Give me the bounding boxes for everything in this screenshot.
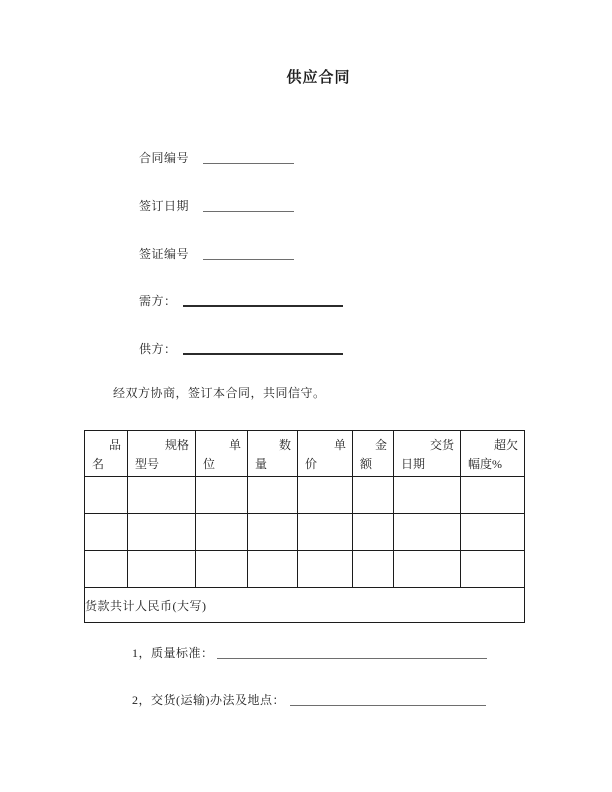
field-label-visa-number: 签证编号 xyxy=(139,247,190,261)
intro-text-row xyxy=(0,384,612,402)
blank-line-quality-standard xyxy=(217,644,487,659)
table-cell-empty xyxy=(298,477,353,514)
blank-line-signing-date xyxy=(203,197,294,212)
intro-text: 经双方协商，签订本合同，共同信守。 xyxy=(113,386,326,400)
col-header-text: 量 xyxy=(255,457,268,471)
col-header-text: 单 xyxy=(333,438,346,452)
blank-line-visa-number xyxy=(203,245,294,260)
clause-label-quality-standard: 1，质量标准： xyxy=(132,646,214,660)
table-cell-empty xyxy=(394,514,461,551)
field-contract-number xyxy=(0,149,612,167)
field-label-buyer: 需方： xyxy=(139,294,177,308)
table-cell-empty xyxy=(353,477,394,514)
items-table xyxy=(84,430,525,623)
table-cell-empty xyxy=(394,477,461,514)
table-cell-empty xyxy=(298,514,353,551)
col-header-quantity xyxy=(248,431,298,477)
field-signing-date xyxy=(0,197,612,215)
field-label-contract-number: 合同编号 xyxy=(139,151,190,165)
clause-label-delivery-method: 2，交货(运输)办法及地点： xyxy=(132,693,285,707)
col-header-text: 价 xyxy=(305,457,318,471)
col-header-text: 单 xyxy=(228,438,241,452)
table-cell-empty xyxy=(461,551,525,588)
col-header-text: 数 xyxy=(278,438,291,452)
clause-delivery-method xyxy=(0,691,612,709)
table-cell-empty xyxy=(353,514,394,551)
col-header-delivery-date xyxy=(394,431,461,477)
table-cell-empty xyxy=(461,477,525,514)
blank-line-delivery-method xyxy=(290,691,486,706)
col-header-product-name xyxy=(85,431,128,477)
col-header-unit-price xyxy=(298,431,353,477)
col-header-text: 规格 xyxy=(164,438,189,452)
table-row xyxy=(85,477,525,514)
blank-line-supplier xyxy=(183,340,343,355)
field-visa-number xyxy=(0,245,612,263)
clause-quality-standard xyxy=(0,644,612,662)
col-header-spec-model xyxy=(128,431,196,477)
table-cell-empty xyxy=(128,514,196,551)
col-header-over-short-range xyxy=(461,431,525,477)
col-header-text: 交货 xyxy=(429,438,454,452)
col-header-text: 日期 xyxy=(401,457,426,471)
table-cell-empty xyxy=(128,551,196,588)
table-cell-empty xyxy=(85,514,128,551)
table-row xyxy=(85,514,525,551)
table-body xyxy=(85,477,525,588)
blank-line-buyer xyxy=(183,292,343,307)
table-row xyxy=(85,551,525,588)
table-cell-empty xyxy=(196,477,248,514)
col-header-text: 额 xyxy=(360,457,373,471)
table-footer-total-in-words: 货款共计人民币(大写) xyxy=(85,588,525,623)
table-cell-empty xyxy=(298,551,353,588)
table-cell-empty xyxy=(394,551,461,588)
col-header-text: 名 xyxy=(92,457,105,471)
blank-line-contract-number xyxy=(203,149,294,164)
table-cell-empty xyxy=(248,514,298,551)
col-header-amount xyxy=(353,431,394,477)
table-cell-empty xyxy=(196,551,248,588)
items-table-footer xyxy=(85,588,525,623)
table-cell-empty xyxy=(196,514,248,551)
col-header-text: 型号 xyxy=(135,457,160,471)
header-row xyxy=(85,431,525,477)
table-cell-empty xyxy=(461,514,525,551)
col-header-text: 超欠 xyxy=(493,438,518,452)
col-header-text: 位 xyxy=(203,457,216,471)
table-cell-empty xyxy=(248,551,298,588)
items-table-header xyxy=(85,431,525,477)
col-header-text: 金 xyxy=(374,438,387,452)
field-buyer xyxy=(0,292,612,310)
table-cell-empty xyxy=(353,551,394,588)
table-cell-empty xyxy=(248,477,298,514)
table-cell-empty xyxy=(85,477,128,514)
footer-row xyxy=(85,588,525,623)
table-cell-empty xyxy=(85,551,128,588)
field-label-signing-date: 签订日期 xyxy=(139,199,190,213)
table-cell-empty xyxy=(128,477,196,514)
field-label-supplier: 供方： xyxy=(139,342,177,356)
col-header-text: 幅度% xyxy=(468,457,502,471)
field-supplier xyxy=(0,340,612,358)
col-header-unit xyxy=(196,431,248,477)
document-title: 供应合同 xyxy=(286,70,351,86)
col-header-text: 品 xyxy=(108,438,121,452)
